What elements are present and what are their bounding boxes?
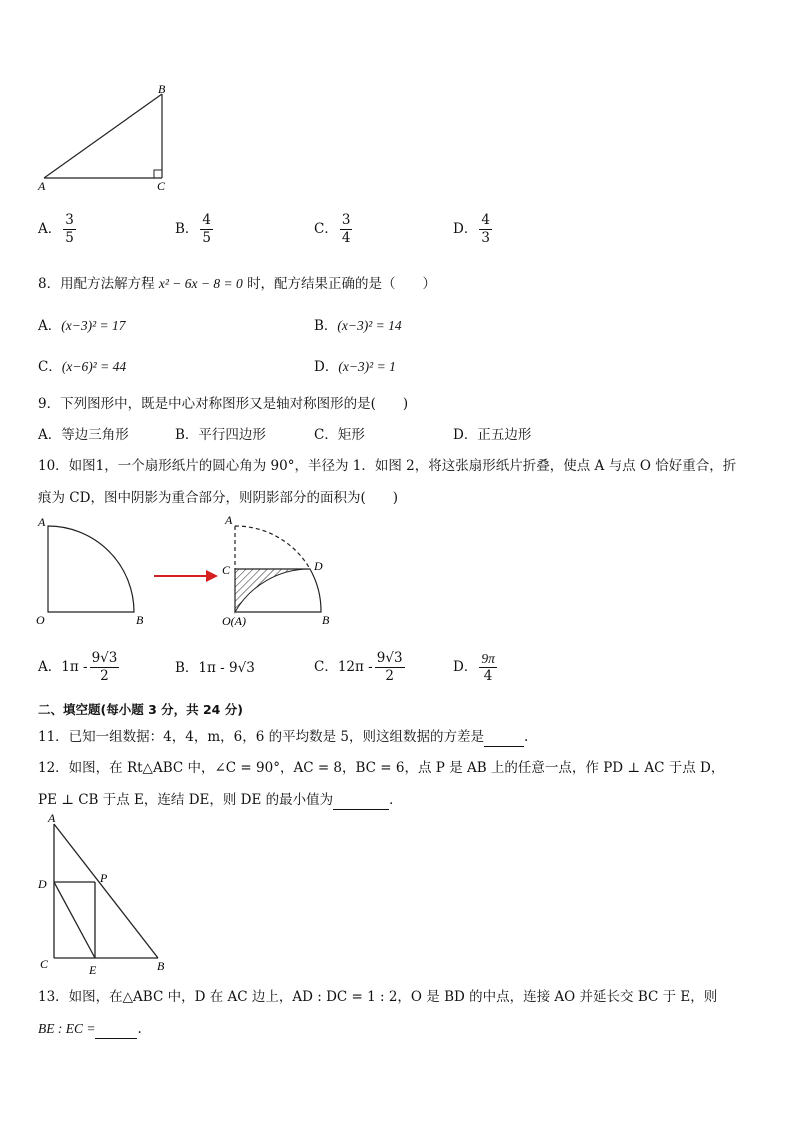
q12-stem-line1: 12．如图，在 Rt△ABC 中，∠C = 90°，AC = 8，BC = 6，点 P 是 AB 上的任意一点，作 PD ⊥ AC 于点 D，: [38, 760, 725, 776]
q8-stem: 8．用配方法解方程 x² − 6x − 8 = 0 时，配方结果正确的是（ ）: [38, 276, 437, 292]
q7-label-c: C: [157, 179, 166, 192]
q10-stem-line1: 10．如图1，一个扇形纸片的圆心角为 90°，半径为 1．如图 2，将这张扇形纸片折叠，使点 A 与点 O 恰好重合，折: [38, 458, 737, 474]
q8-equation: x² − 6x − 8 = 0: [158, 276, 243, 291]
q12-label-d: D: [38, 877, 47, 891]
q12-triangle-figure: [32, 808, 177, 978]
q7-triangle-figure: [30, 82, 180, 192]
q10-figure-1: [32, 512, 152, 632]
q12-label-a: A: [48, 811, 56, 825]
q7-option-c[interactable]: C． $\frac{3}{4}$: [314, 212, 351, 246]
fold-arrow-icon: [150, 566, 220, 586]
q10-fig2-label-d: D: [314, 559, 323, 573]
q10-option-a[interactable]: A．1π - $\frac{9√3}{2}$: [38, 650, 118, 684]
q10-fig2-label-c: C: [222, 563, 231, 577]
q7-label-a: A: [38, 179, 46, 192]
q12-label-b: B: [157, 959, 165, 973]
q9-option-a[interactable]: A．等边三角形: [38, 427, 129, 443]
q8-option-b[interactable]: B．(x−3)² = 14: [314, 318, 402, 334]
q12-stem-line2: PE ⊥ CB 于点 E，连结 DE，则 DE 的最小值为 ．: [38, 792, 403, 808]
q10-fig2-label-oa: O(A): [222, 614, 246, 628]
q8-option-d[interactable]: D．(x−3)² = 1: [314, 359, 396, 375]
q10-fig1-label-o: O: [36, 613, 45, 627]
q9-option-b[interactable]: B．平行四边形: [175, 427, 266, 443]
q12-answer-blank[interactable]: [333, 795, 389, 810]
q10-option-d[interactable]: D． $\frac{9\pi}{4}$: [453, 651, 495, 684]
q10-stem-line2: 痕为 CD，图中阴影为重合部分，则阴影部分的面积为( ): [38, 490, 398, 506]
q10-fig1-label-b: B: [136, 613, 144, 627]
section-2-title: 二、填空题(每小题 3 分，共 24 分): [38, 702, 243, 717]
q7-label-b: B: [158, 82, 166, 96]
q10-fig1-label-a: A: [38, 515, 46, 529]
q7-option-b[interactable]: B． $\frac{4}{5}$: [175, 212, 212, 246]
q8-option-a[interactable]: A．(x−3)² = 17: [38, 318, 126, 334]
q8-option-c[interactable]: C．(x−6)² = 44: [38, 359, 127, 375]
q10-figure-2: [218, 512, 338, 632]
q10-fig2-label-a: A: [225, 513, 233, 527]
q9-option-c[interactable]: C．矩形: [314, 427, 365, 443]
q12-label-c: C: [40, 957, 49, 971]
q11-stem: 11．已知一组数据：4，4，m，6，6 的平均数是 5，则这组数据的方差是 .: [38, 729, 529, 745]
q12-label-e: E: [89, 963, 97, 977]
q11-answer-blank[interactable]: [484, 732, 524, 747]
q13-stem-line1: 13．如图，在△ABC 中，D 在 AC 边上，AD : DC = 1 : 2，O 是 BD 的中点，连接 AO 并延长交 BC 于 E，则: [38, 989, 718, 1005]
q13-stem-line2: BE : EC = .: [38, 1021, 142, 1037]
q10-option-b[interactable]: B．1π - 9√3: [175, 660, 255, 676]
q10-fig2-label-b: B: [322, 613, 330, 627]
q13-answer-blank[interactable]: [95, 1024, 137, 1039]
q7-option-a[interactable]: A． $\frac{3}{5}$: [38, 212, 74, 246]
q9-option-d[interactable]: D．正五边形: [453, 427, 532, 443]
q7-option-d[interactable]: D． $\frac{4}{3}$: [453, 212, 490, 246]
q10-option-c[interactable]: C．12π - $\frac{9√3}{2}$: [314, 650, 403, 684]
q12-label-p: P: [100, 871, 108, 885]
q9-stem: 9．下列图形中，既是中心对称图形又是轴对称图形的是( ): [38, 396, 409, 412]
